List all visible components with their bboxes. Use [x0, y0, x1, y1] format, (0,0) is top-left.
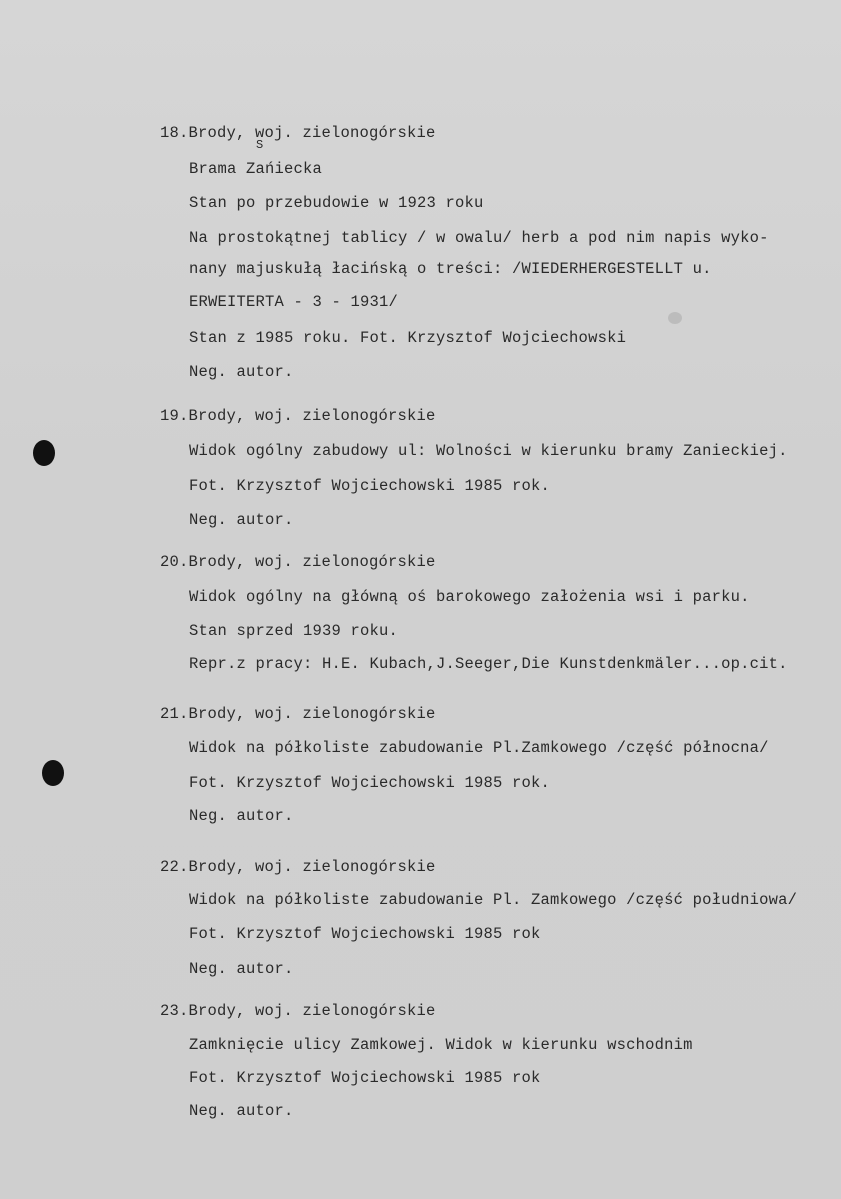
entry-heading: 22.Brody, woj. zielonogórskie — [160, 858, 436, 876]
entry-heading: 21.Brody, woj. zielonogórskie — [160, 705, 436, 723]
entry-line: Widok ogólny na główną oś barokowego założenia wsi i parku. — [189, 588, 750, 606]
entry-line: Na prostokątnej tablicy / w owalu/ herb a pod nim napis wyko- — [189, 229, 769, 247]
entry-line: Zamknięcie ulicy Zamkowej. Widok w kierunku wschodnim — [189, 1036, 693, 1054]
entry-line: Fot. Krzysztof Wojciechowski 1985 rok. — [189, 774, 551, 792]
punch-hole-bottom — [42, 760, 64, 786]
entry-line: Neg. autor. — [189, 1102, 294, 1120]
entry-line: Neg. autor. — [189, 960, 294, 978]
entry-heading: 20.Brody, woj. zielonogórskie — [160, 553, 436, 571]
entry-line: Stan po przebudowie w 1923 roku — [189, 194, 484, 212]
entry-line: Repr.z pracy: H.E. Kubach,J.Seeger,Die Kunstdenkmäler...op.cit. — [189, 655, 788, 673]
entry-line: Widok na półkoliste zabudowanie Pl. Zamkowego /część południowa/ — [189, 891, 798, 909]
entry-heading: 18.Brody, woj. zielonogórskie — [160, 124, 436, 142]
punch-hole-top — [33, 440, 55, 466]
entry-line: Neg. autor. — [189, 511, 294, 529]
entry-line: Widok ogólny zabudowy ul: Wolności w kierunku bramy Zanieckiej. — [189, 442, 788, 460]
entry-line: Brama Zańiecka — [189, 160, 323, 178]
entry-line: Fot. Krzysztof Wojciechowski 1985 rok — [189, 1069, 541, 1087]
entry-line: Neg. autor. — [189, 807, 294, 825]
entry-line: Stan sprzed 1939 roku. — [189, 622, 399, 640]
entry-line: Fot. Krzysztof Wojciechowski 1985 rok — [189, 925, 541, 943]
entry-heading: 23.Brody, woj. zielonogórskie — [160, 1002, 436, 1020]
entry-line: nany majuskułą łacińską o treści: /WIEDERHERGESTELLT u. — [189, 260, 712, 278]
ink-smudge — [668, 312, 682, 324]
entry-line: Fot. Krzysztof Wojciechowski 1985 rok. — [189, 477, 551, 495]
entry-line: ERWEITERTA - 3 - 1931/ — [189, 293, 399, 311]
entry-line: Widok na półkoliste zabudowanie Pl.Zamkowego /część północna/ — [189, 739, 769, 757]
entry-line: Neg. autor. — [189, 363, 294, 381]
handwritten-correction: S — [256, 138, 264, 152]
entry-heading: 19.Brody, woj. zielonogórskie — [160, 407, 436, 425]
entry-line: Stan z 1985 roku. Fot. Krzysztof Wojciechowski — [189, 329, 627, 347]
